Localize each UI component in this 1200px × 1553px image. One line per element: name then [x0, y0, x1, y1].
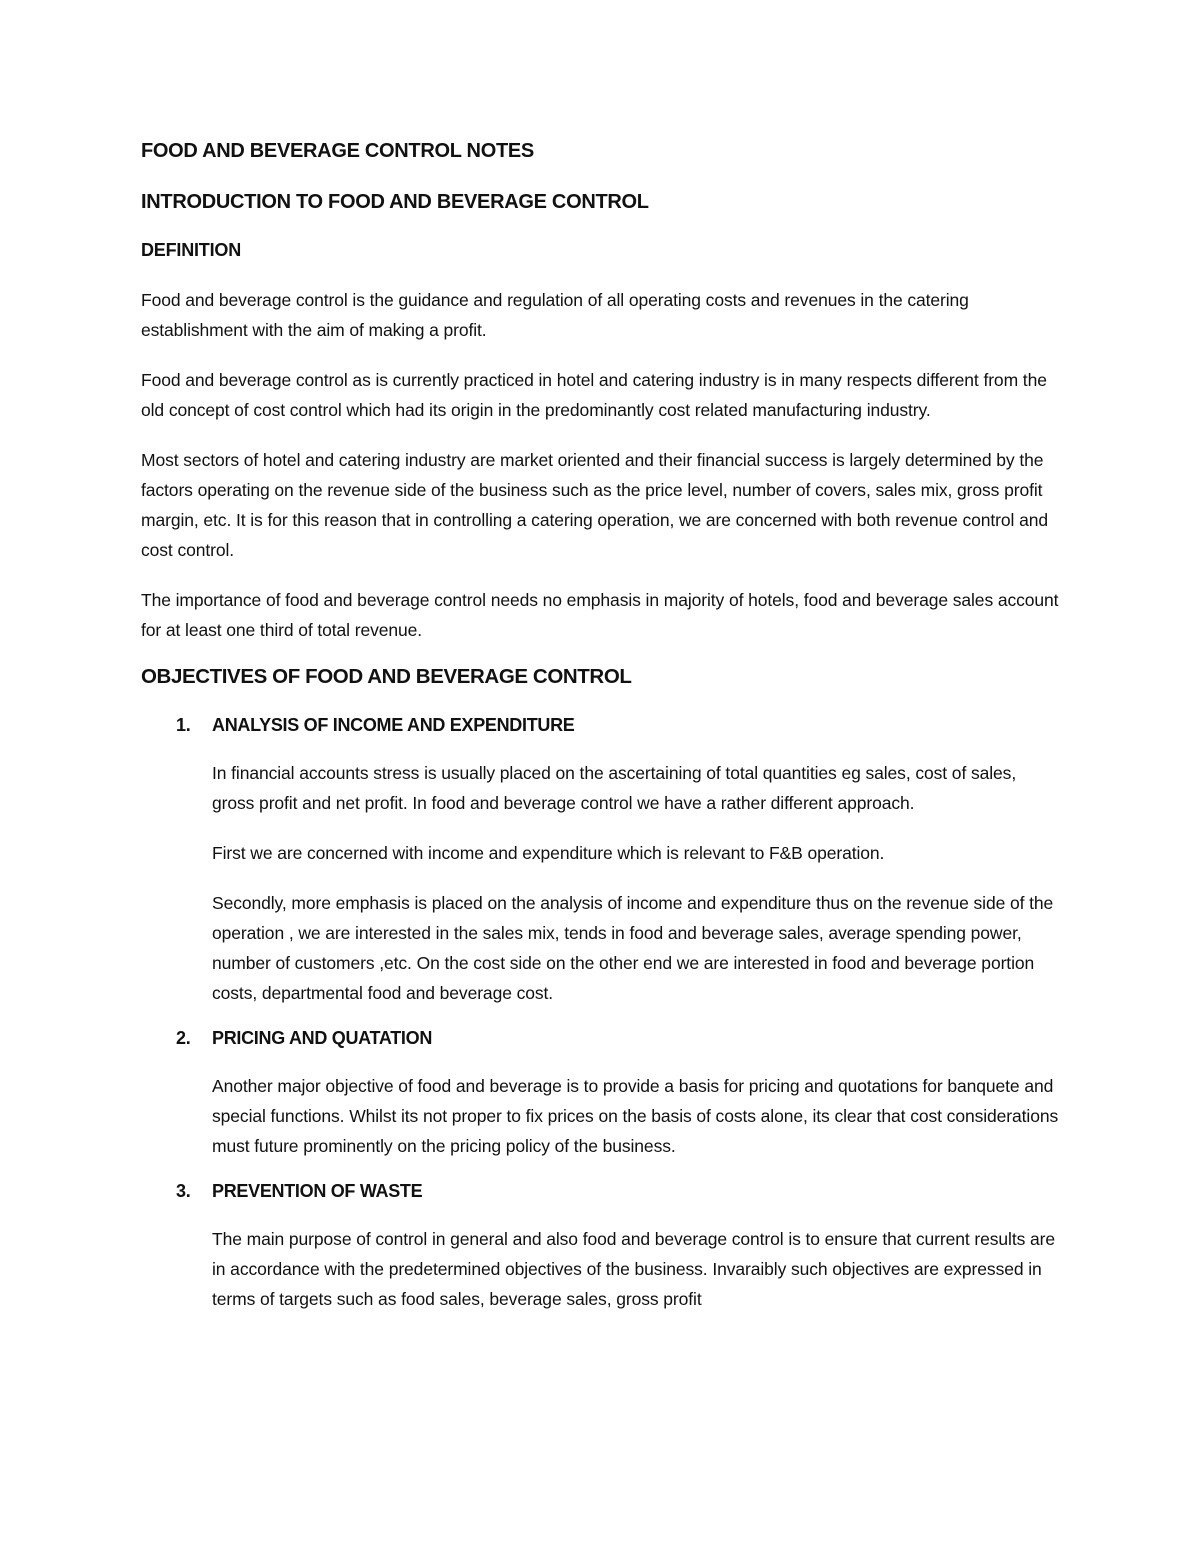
objective-title: [141, 1181, 1061, 1202]
intro-paragraph: Most sectors of hotel and catering industry are market oriented and their financial success is largely determined by the factors operating on the revenue side of the business such as the price level, number of covers, sales mix, gross profit margin, etc. It is for this reason that in controlling a catering operation, we are concerned with both revenue control and cost control.: [141, 450, 1048, 560]
objective-title-text: PREVENTION OF WASTE: [212, 1181, 423, 1201]
objective-title: [141, 715, 1061, 736]
objective-number: 1.: [176, 715, 191, 735]
objective-title-text: ANALYSIS OF INCOME AND EXPENDITURE: [212, 715, 575, 735]
objective-paragraph: The main purpose of control in general and also food and beverage control is to ensure that current results are in accordance with the predetermined objectives of the business. Invaraibly such objectives are expressed in terms of targets such as food sales, beverage sales, gross profit: [212, 1229, 1056, 1309]
intro-paragraph: The importance of food and beverage control needs no emphasis in majority of hotels, food and beverage sales account for at least one third of total revenue.: [141, 590, 1059, 640]
document-title: FOOD AND BEVERAGE CONTROL NOTES: [141, 140, 534, 162]
objective-title-text: PRICING AND QUATATION: [212, 1028, 433, 1048]
objective-title: [141, 1028, 1061, 1049]
objective-body: [141, 758, 1061, 1008]
objective-body: [141, 1224, 1061, 1314]
objective-item: [141, 715, 1061, 1008]
objective-paragraph: Secondly, more emphasis is placed on the analysis of income and expenditure thus on the revenue side of the operation , we are interested in the sales mix, tends in food and beverage sales, average spending power, number of customers ,etc. On the cost side on the other end we are interested in food and beverage portion costs, departmental food and beverage cost.: [212, 893, 1054, 1003]
objective-number: 2.: [176, 1028, 191, 1048]
objective-body: [141, 1071, 1061, 1161]
document-page: [141, 140, 1061, 1334]
objective-item: [141, 1028, 1061, 1161]
definition-heading: DEFINITION: [141, 240, 241, 260]
intro-paragraph: Food and beverage control as is currently practiced in hotel and catering industry is in many respects different from the old concept of cost control which had its origin in the predominantly cost related manufacturing industry.: [141, 370, 1047, 420]
document-subtitle: INTRODUCTION TO FOOD AND BEVERAGE CONTROL: [141, 191, 649, 213]
objective-paragraph: In financial accounts stress is usually placed on the ascertaining of total quantities eg sales, cost of sales, gross profit and net profit. In food and beverage control we have a rather different approach.: [212, 763, 1017, 813]
objective-number: 3.: [176, 1181, 191, 1201]
objectives-heading: OBJECTIVES OF FOOD AND BEVERAGE CONTROL: [141, 665, 632, 688]
objective-paragraph: First we are concerned with income and expenditure which is relevant to F&B operation.: [212, 843, 885, 863]
objective-paragraph: Another major objective of food and beverage is to provide a basis for pricing and quotations for banquete and special functions. Whilst its not proper to fix prices on the basis of costs alone, its clear that cost considerations must future prominently on the pricing policy of the business.: [212, 1076, 1059, 1156]
intro-paragraph: Food and beverage control is the guidance and regulation of all operating costs and revenues in the catering establishment with the aim of making a profit.: [141, 290, 969, 340]
objective-item: [141, 1181, 1061, 1314]
